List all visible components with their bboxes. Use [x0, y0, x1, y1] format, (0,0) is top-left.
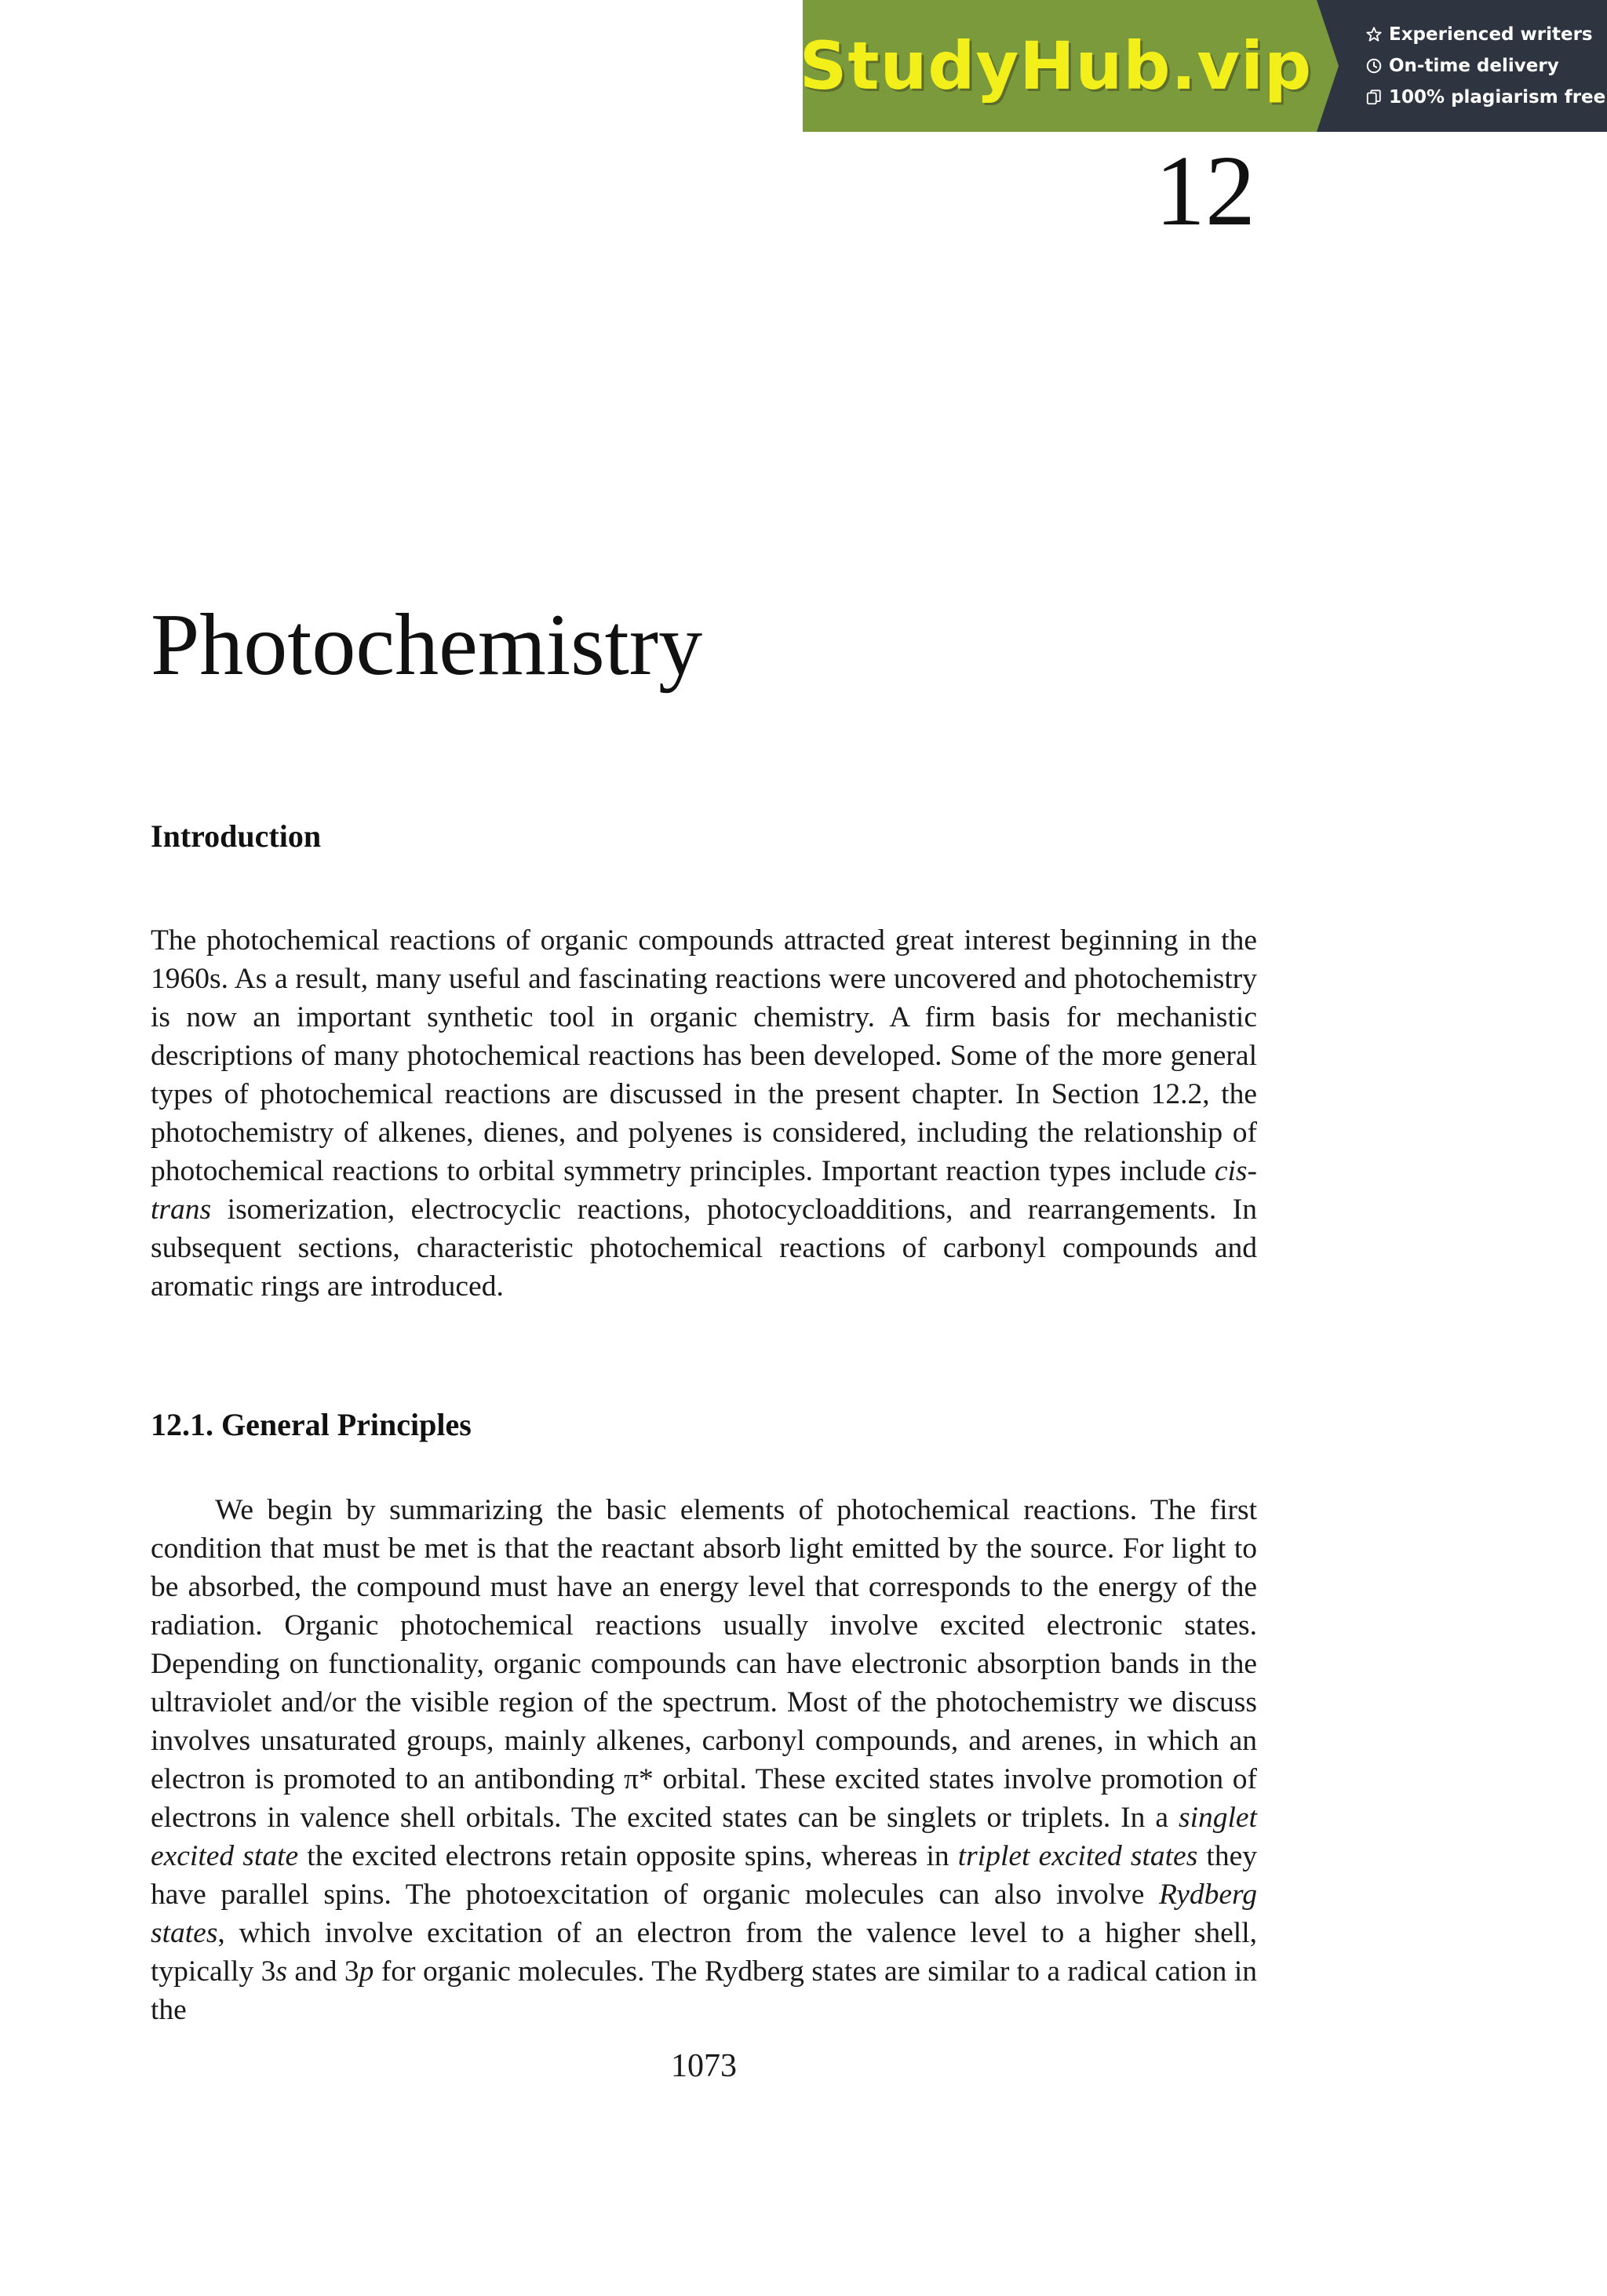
chapter-title: Photochemistry [151, 596, 703, 694]
feature-label: 100% plagiarism free [1389, 87, 1606, 108]
page-number: 1073 [671, 2048, 737, 2084]
feature-label: Experienced writers [1389, 24, 1593, 45]
introduction-paragraph: The photochemical reactions of organic compounds attracted great interest beginning in the 1960s. As a result, many useful and fascinating reactions were uncovered and photochemistry is now an important synthetic tool in organic chemistry. A firm basis for mechanistic descriptions of many photochemical reactions has been developed. Some of the more general types of photochemical reactions are discussed in the present chapter. In Section 12.2, the photochemistry of alkenes, dienes, and polyenes is considered, including the relationship of photochemical reactions to orbital symmetry principles. Important reaction types include cis-trans isomerization, electrocyclic reactions, photocycloadditions, and rearrangements. In subsequent sections, characteristic photochemical reactions of carbonyl compounds and aromatic rings are introduced. [151, 924, 1257, 1303]
general-principles-paragraph: We begin by summarizing the basic elements of photochemical reactions. The first condition that must be met is that the reactant absorb light emitted by the source. For light to be absorbed, the compound must have an energy level that corresponds to the energy of the radiation. Organic photochemical reactions usually involve excited electronic states. Depending on functionality, organic compounds can have electronic absorption bands in the ultraviolet and/or the visible region of the spectrum. Most of the photochemistry we discuss involves unsaturated groups, mainly alkenes, carbonyl compounds, and arenes, in which an electron is promoted to an antibonding π* orbital. These excited states involve promotion of electrons in valence shell orbitals. The excited states can be singlets or triplets. In a singlet excited state the excited electrons retain opposite spins, whereas in triplet excited states they have parallel spins. The photoexcitation of organic molecules can also involve Rydberg states, which involve excitation of an electron from the valence level to a higher shell, typically 3s and 3p for organic molecules. The Rydberg states are similar to a radical cation in the [151, 1494, 1257, 2026]
feature-label: On-time delivery [1389, 56, 1559, 76]
feature-on-time-delivery [1365, 55, 1607, 77]
brand-name: StudyHub.vip [799, 27, 1313, 104]
introduction-heading: Introduction [151, 818, 322, 854]
feature-plagiarism-free [1365, 86, 1607, 108]
studyhub-banner[interactable] [799, 0, 1607, 132]
feature-list [1317, 0, 1607, 132]
copy-icon [1365, 89, 1383, 106]
brand-logo[interactable] [799, 0, 1317, 132]
general-principles-heading: 12.1. General Principles [151, 1407, 472, 1442]
chapter-number: 12 [1155, 135, 1255, 246]
star-icon [1365, 26, 1383, 43]
clock-icon [1365, 57, 1383, 75]
feature-experienced-writers [1365, 24, 1607, 46]
